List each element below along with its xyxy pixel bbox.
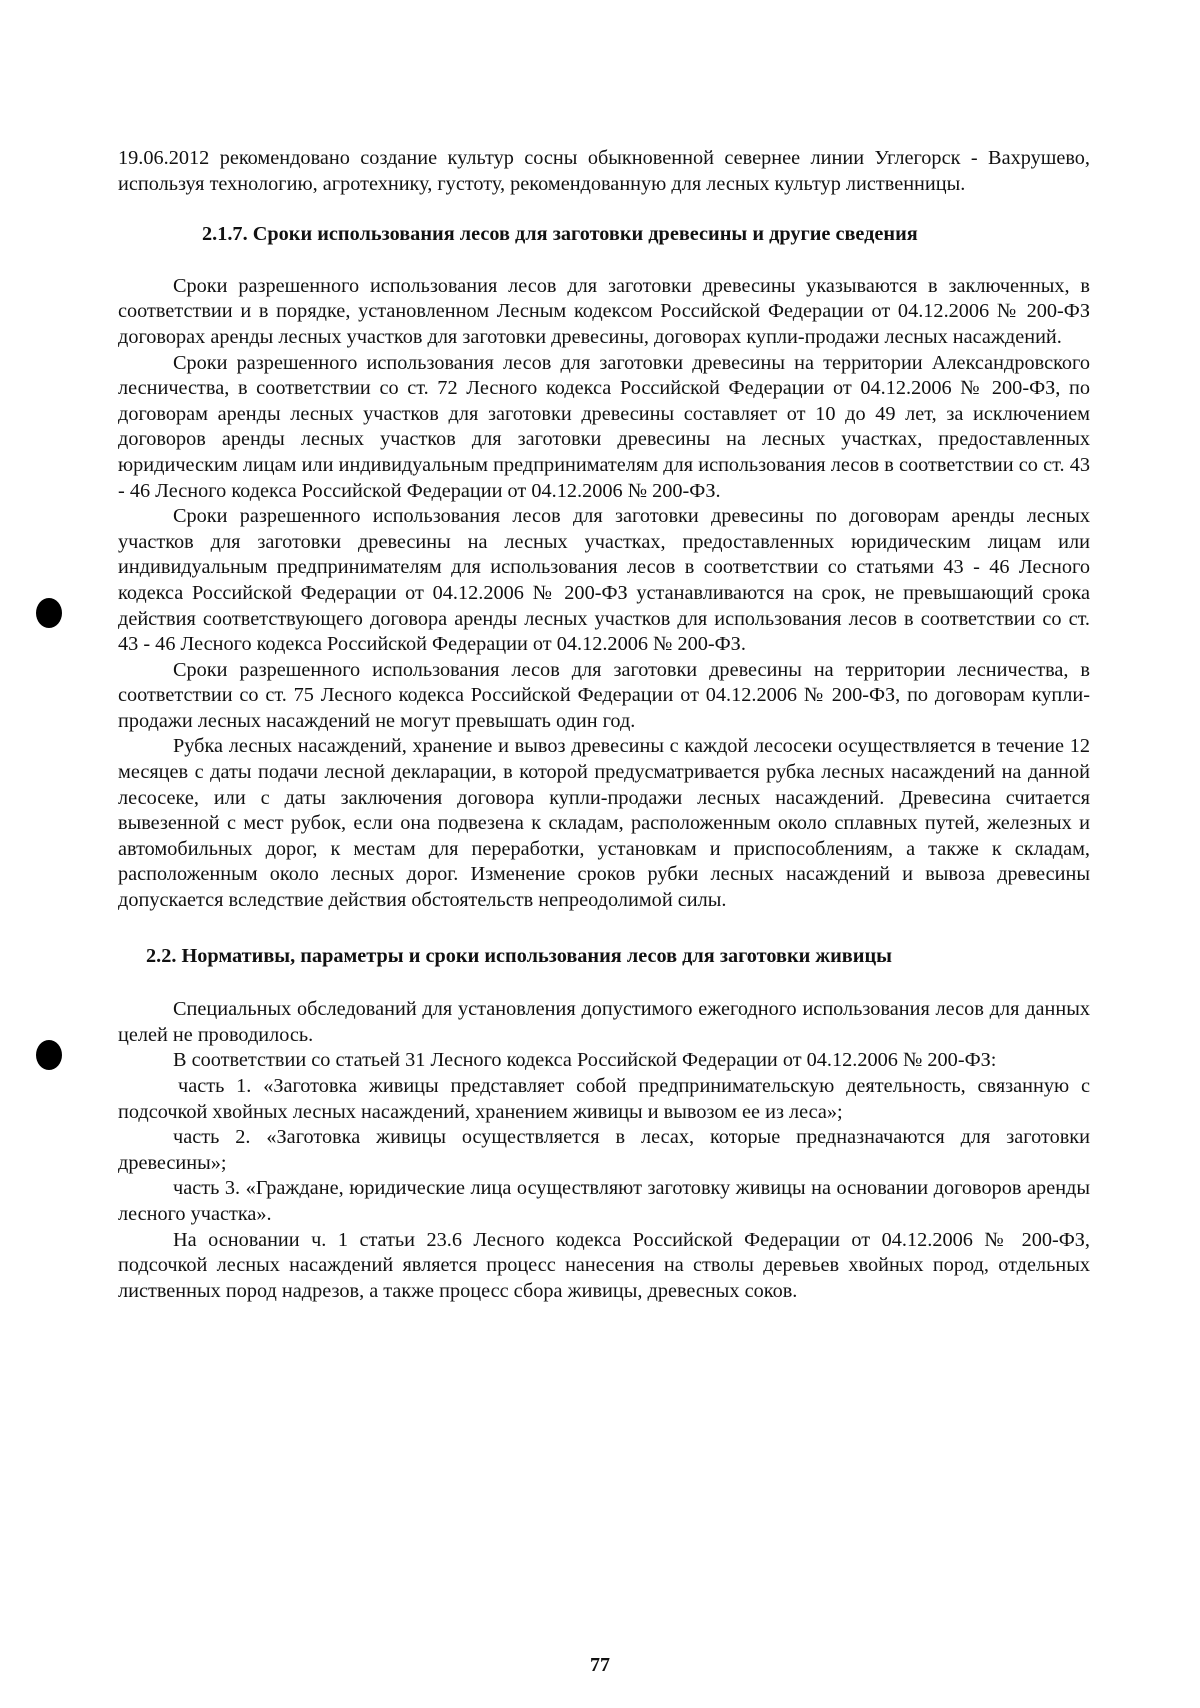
paragraph: Сроки разрешенного использования лесов для заготовки древесины указываются в заключенных, в соответствии и в порядке, установленном Лесным кодексом Российской Федерации от 04.12.2006 № 200-ФЗ договорах аренды лесных участков для заготовки древесины, договорах купли-продажи лесных насаждений. bbox=[118, 274, 1090, 348]
document-body bbox=[118, 146, 1090, 1304]
hole-punch-mark bbox=[36, 1040, 62, 1070]
section-heading-2-2: 2.2. Нормативы, параметры и сроки использования лесов для заготовки живицы bbox=[146, 944, 892, 967]
hole-punch-mark bbox=[36, 598, 62, 628]
paragraph: Сроки разрешенного использования лесов для заготовки древесины на территории лесничества, в соответствии со ст. 75 Лесного кодекса Российской Федерации от 04.12.2006 № 200-ФЗ, по договорам купли-продажи лесных насаждений не могут превышать один год. bbox=[118, 658, 1090, 732]
law-quote-part-2: часть 2. «Заготовка живицы осуществляется в лесах, которые предназначаются для заготовки древесины»; bbox=[118, 1126, 1090, 1174]
paragraph: Сроки разрешенного использования лесов для заготовки древесины по договорам аренды лесных участков для заготовки древесины на лесных участках, предоставленных юридическим лицам или индивидуальным предпринимателям для использования лесов в соответствии со статьями 43 - 46 Лесного кодекса Российской Федерации от 04.12.2006 № 200-ФЗ устанавливаются на срок, не превышающий срока действия соответствующего договора аренды лесных участков для использования лесов в соответствии со ст. 43 - 46 Лесного кодекса Российской Федерации от 04.12.2006 № 200-ФЗ. bbox=[118, 505, 1090, 656]
law-quote-part-3: часть 3. «Граждане, юридические лица осуществляют заготовку живицы на основании договоров аренды лесного участка». bbox=[118, 1177, 1090, 1225]
paragraph: В соответствии со статьей 31 Лесного кодекса Российской Федерации от 04.12.2006 № 200-ФЗ: bbox=[173, 1049, 997, 1072]
paragraph: Специальных обследований для установления допустимого ежегодного использования лесов для данных целей не проводилось. bbox=[118, 998, 1090, 1046]
law-quote-part-1: часть 1. «Заготовка живицы представляет собой предпринимательскую деятельность, связанную с подсочкой хвойных лесных насаждений, хранением живицы и вывозом ее из леса»; bbox=[118, 1075, 1090, 1123]
intro-paragraph: 19.06.2012 рекомендовано создание культур сосны обыкновенной севернее линии Углегорск - Вахрушево, используя технологию, агротехнику, густоту, рекомендованную для лесных культур лиственницы. bbox=[118, 147, 1090, 195]
paragraph: Сроки разрешенного использования лесов для заготовки древесины на территории Александровского лесничества, в соответствии со ст. 72 Лесного кодекса Российской Федерации от 04.12.2006 № 200-ФЗ, по договорам аренды лесных участков для заготовки древесины составляет от 10 до 49 лет, за исключением договоров аренды лесных участков для заготовки древесины на лесных участках, предоставленных юридическим лицам или индивидуальным предпринимателям для использования лесов в соответствии со ст. 43 - 46 Лесного кодекса Российской Федерации от 04.12.2006 № 200-ФЗ. bbox=[118, 351, 1090, 502]
paragraph: На основании ч. 1 статьи 23.6 Лесного кодекса Российской Федерации от 04.12.2006 № 200-ФЗ, подсочкой лесных насаждений является процесс нанесения на стволы деревьев хвойных пород, отдельных лиственных пород надрезов, а также процесс сбора живицы, древесных соков. bbox=[118, 1228, 1090, 1302]
page-number: 77 bbox=[590, 1654, 610, 1676]
paragraph: Рубка лесных насаждений, хранение и вывоз древесины с каждой лесосеки осуществляется в течение 12 месяцев с даты подачи лесной декларации, в которой предусматривается рубка лесных насаждений на данной лесосеке, или с даты заключения договора купли-продажи лесных насаждений. Древесина считается вывезенной с мест рубок, если она подвезена к складам, расположенным около сплавных путей, железных и автомобильных дорог, к местам для переработки, установкам и приспособлениям, а также к складам, расположенным около лесных дорог. Изменение сроков рубки лесных насаждений и вывоза древесины допускается вследствие действия обстоятельств непреодолимой силы. bbox=[118, 735, 1090, 912]
section-heading-2-1-7: 2.1.7. Сроки использования лесов для заготовки древесины и другие сведения bbox=[202, 223, 918, 246]
